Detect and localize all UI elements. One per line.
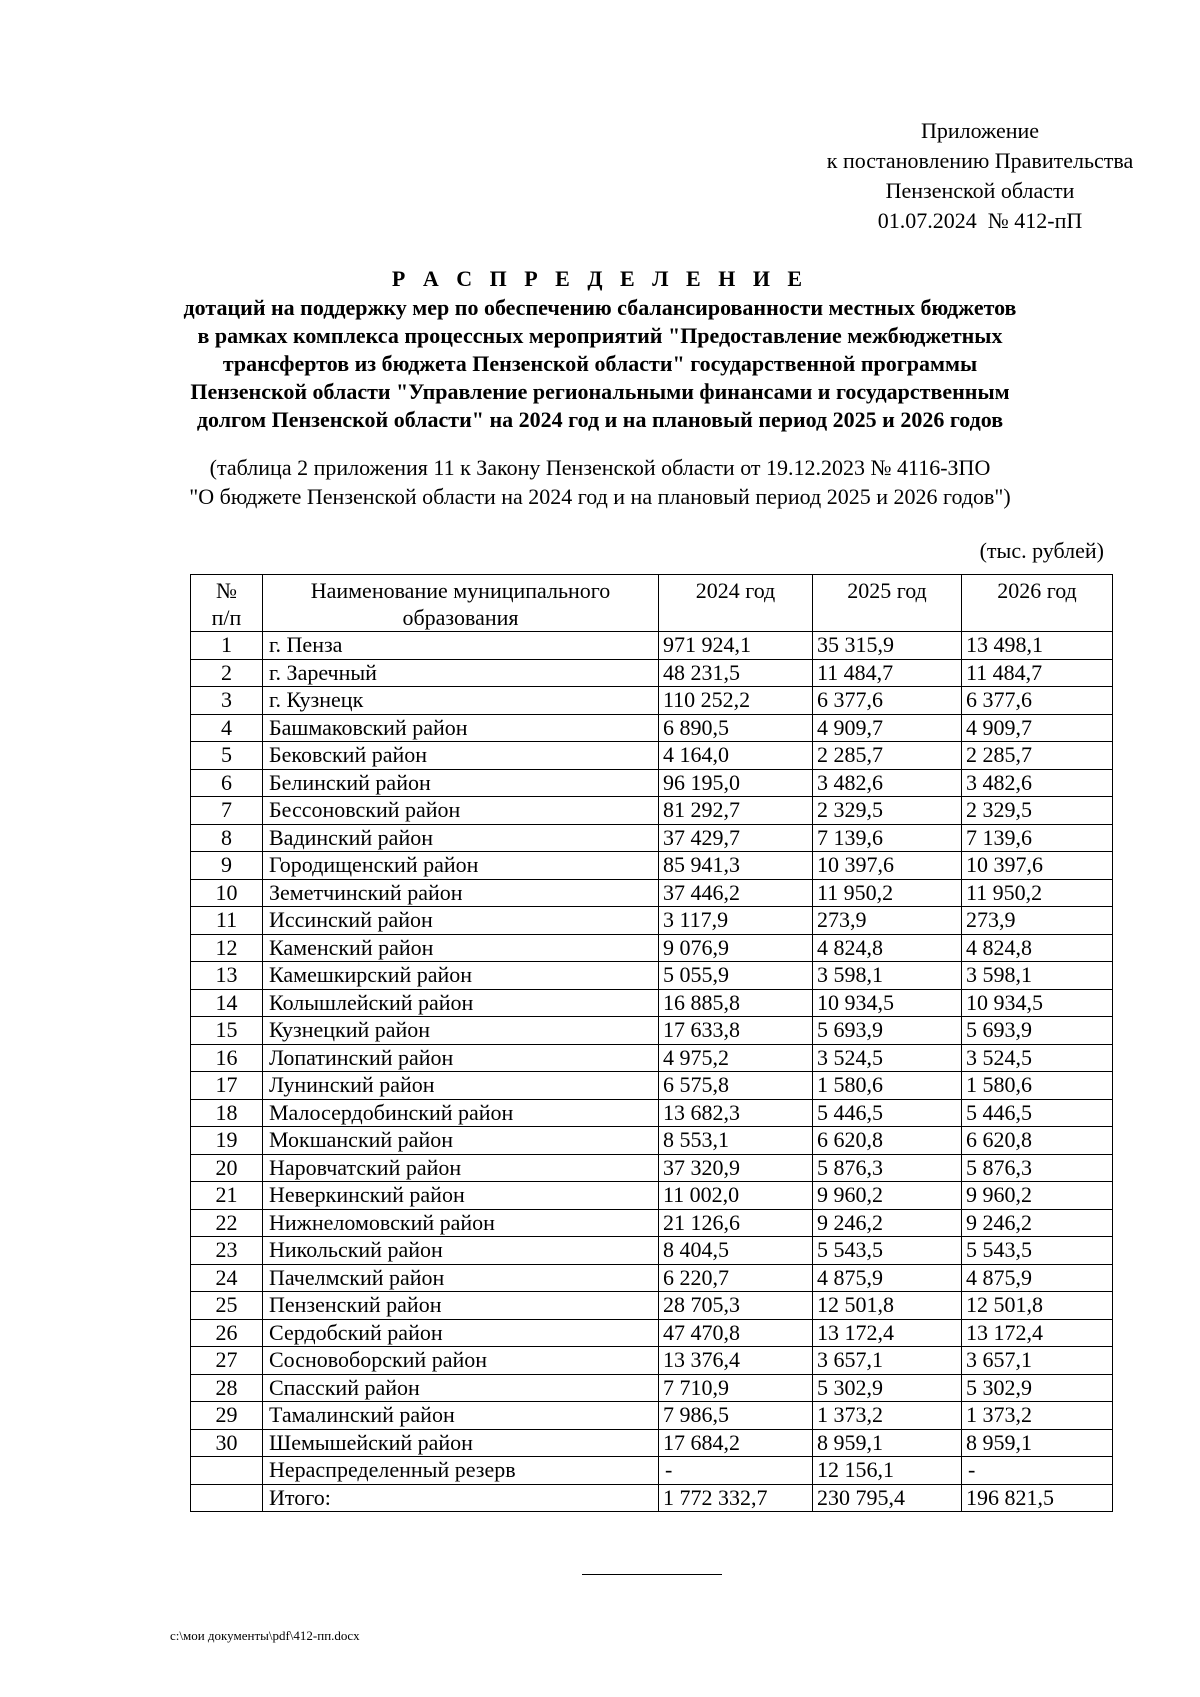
table-row [191,797,1113,825]
value-2025-cell: 3 657,1 [813,1347,962,1375]
value-2026-cell: 4 824,8 [962,934,1113,962]
table-row [191,1484,1113,1512]
row-number-cell [191,1457,263,1485]
municipality-cell: Спасский район [263,1374,659,1402]
value-2024-cell: 17 633,8 [659,1017,813,1045]
value-2025-cell: 12 501,8 [813,1292,962,1320]
value-2025-cell: 12 156,1 [813,1457,962,1485]
row-number-cell: 9 [191,852,263,880]
municipality-cell: Каменский район [263,934,659,962]
value-2025-cell: 4 824,8 [813,934,962,962]
value-2026-cell: 10 934,5 [962,989,1113,1017]
table-row [191,1127,1113,1155]
value-2026-cell: 8 959,1 [962,1429,1113,1457]
value-2026-cell: 273,9 [962,907,1113,935]
value-2025-cell: 8 959,1 [813,1429,962,1457]
value-2025-cell: 3 598,1 [813,962,962,990]
appendix-block [780,116,1180,236]
file-path-footer: c:\мои документы\pdf\412-пп.docx [170,1628,360,1643]
value-2024-cell: 7 710,9 [659,1374,813,1402]
value-2026-cell: 6 377,6 [962,687,1113,715]
value-2024-cell: 11 002,0 [659,1182,813,1210]
value-2026-cell: 5 446,5 [962,1099,1113,1127]
value-2026-cell: 11 484,7 [962,659,1113,687]
value-2026-cell: 13 498,1 [962,632,1113,660]
value-2024-cell: 6 890,5 [659,714,813,742]
heading-line: трансфертов из бюджета Пензенской области" государственной программы [222,351,978,376]
municipality-cell: Нижнеломовский район [263,1209,659,1237]
header-number: № п/п [191,575,263,632]
row-number-cell: 21 [191,1182,263,1210]
row-number-cell: 11 [191,907,263,935]
value-2024-cell: 28 705,3 [659,1292,813,1320]
row-number-cell: 19 [191,1127,263,1155]
table-row [191,989,1113,1017]
row-number-cell: 7 [191,797,263,825]
municipality-cell: Колышлейский район [263,989,659,1017]
municipality-cell: Неверкинский район [263,1182,659,1210]
municipality-cell: Нераспределенный резерв [263,1457,659,1485]
row-number-cell: 8 [191,824,263,852]
value-2025-cell: 7 139,6 [813,824,962,852]
table-header-row [191,575,1113,632]
value-2026-cell: 2 329,5 [962,797,1113,825]
table-row [191,1374,1113,1402]
row-number-cell: 17 [191,1072,263,1100]
value-2025-cell: 273,9 [813,907,962,935]
source-note-line-1: (таблица 2 приложения 11 к Закону Пензенской области от 19.12.2023 № 4116-ЗПО [209,455,991,480]
table-row [191,1457,1113,1485]
value-2026-cell: 3 657,1 [962,1347,1113,1375]
value-2026-cell: 5 302,9 [962,1374,1113,1402]
value-2024-cell: 48 231,5 [659,659,813,687]
table-row [191,659,1113,687]
source-note [150,453,1050,511]
value-2026-cell: 5 693,9 [962,1017,1113,1045]
heading-title: Р А С П Р Е Д Е Л Е Н И Е [391,266,809,291]
row-number-cell: 6 [191,769,263,797]
heading-line: долгом Пензенской области" на 2024 год и на плановый период 2025 и 2026 годов [196,407,1004,432]
row-number-cell: 22 [191,1209,263,1237]
value-2025-cell: 3 524,5 [813,1044,962,1072]
value-2024-cell: 4 975,2 [659,1044,813,1072]
value-2025-cell: 6 377,6 [813,687,962,715]
value-2024-cell: 8 553,1 [659,1127,813,1155]
row-number-cell: 23 [191,1237,263,1265]
table-row [191,1017,1113,1045]
municipality-cell: Пачелмский район [263,1264,659,1292]
units-label: (тыс. рублей) [979,538,1104,563]
table-row [191,742,1113,770]
table-row [191,879,1113,907]
value-2026-cell: 3 482,6 [962,769,1113,797]
municipality-cell: Иссинский район [263,907,659,935]
value-2026-cell: 6 620,8 [962,1127,1113,1155]
municipality-cell: Лопатинский район [263,1044,659,1072]
table-row [191,1264,1113,1292]
value-2024-cell: 85 941,3 [659,852,813,880]
municipality-cell: Городищенский район [263,852,659,880]
municipality-cell: г. Заречный [263,659,659,687]
municipality-cell: Шемышейский район [263,1429,659,1457]
value-2025-cell: 1 580,6 [813,1072,962,1100]
value-2025-cell: 1 373,2 [813,1402,962,1430]
municipality-cell: Кузнецкий район [263,1017,659,1045]
value-2024-cell: 971 924,1 [659,632,813,660]
row-number-cell: 10 [191,879,263,907]
municipality-cell: Никольский район [263,1237,659,1265]
end-separator-line [582,1574,722,1575]
value-2026-cell: 2 285,7 [962,742,1113,770]
table-row [191,632,1113,660]
row-number-cell [191,1484,263,1512]
value-2026-cell: 3 524,5 [962,1044,1113,1072]
heading-subtitle [150,294,1050,434]
municipality-cell: Бековский район [263,742,659,770]
table-row [191,824,1113,852]
row-number-cell: 2 [191,659,263,687]
municipality-cell: Башмаковский район [263,714,659,742]
value-2026-cell: 12 501,8 [962,1292,1113,1320]
table-row [191,1099,1113,1127]
row-number-cell: 24 [191,1264,263,1292]
row-number-cell: 1 [191,632,263,660]
value-2025-cell: 5 876,3 [813,1154,962,1182]
row-number-cell: 30 [191,1429,263,1457]
table-row [191,769,1113,797]
municipality-cell: Мокшанский район [263,1127,659,1155]
value-2026-cell: 11 950,2 [962,879,1113,907]
value-2026-cell: 13 172,4 [962,1319,1113,1347]
value-2024-cell: 81 292,7 [659,797,813,825]
value-2025-cell: 11 950,2 [813,879,962,907]
value-2024-cell: 4 164,0 [659,742,813,770]
distribution-table [190,574,1113,1512]
value-2025-cell: 11 484,7 [813,659,962,687]
table-row [191,934,1113,962]
municipality-cell: г. Кузнецк [263,687,659,715]
heading-line: дотаций на поддержку мер по обеспечению сбалансированности местных бюджетов [183,295,1017,320]
table-row [191,1347,1113,1375]
value-2026-cell: 4 875,9 [962,1264,1113,1292]
value-2025-cell: 10 397,6 [813,852,962,880]
source-note-line-2: "О бюджете Пензенской области на 2024 год и на плановый период 2025 и 2026 годов") [189,484,1011,509]
value-2024-cell: 13 376,4 [659,1347,813,1375]
value-2024-cell: 16 885,8 [659,989,813,1017]
value-2026-cell: 10 397,6 [962,852,1113,880]
municipality-cell: Лунинский район [263,1072,659,1100]
row-number-cell: 29 [191,1402,263,1430]
header-2025: 2025 год [813,575,962,632]
row-number-cell: 28 [191,1374,263,1402]
table-row [191,714,1113,742]
value-2026-cell: 9 246,2 [962,1209,1113,1237]
value-2024-cell: 37 429,7 [659,824,813,852]
table-row [191,1044,1113,1072]
value-2024-cell: 21 126,6 [659,1209,813,1237]
value-2024-cell: 9 076,9 [659,934,813,962]
value-2024-cell: 5 055,9 [659,962,813,990]
value-2025-cell: 10 934,5 [813,989,962,1017]
table-row [191,1072,1113,1100]
value-2025-cell: 2 329,5 [813,797,962,825]
municipality-cell: Сердобский район [263,1319,659,1347]
appendix-line-2: к постановлению Правительства [826,148,1134,173]
row-number-cell: 15 [191,1017,263,1045]
row-number-cell: 16 [191,1044,263,1072]
value-2026-cell: 1 373,2 [962,1402,1113,1430]
table-row [191,907,1113,935]
value-2024-cell: 17 684,2 [659,1429,813,1457]
municipality-cell: Земетчинский район [263,879,659,907]
header-2024: 2024 год [659,575,813,632]
table-row [191,687,1113,715]
row-number-cell: 18 [191,1099,263,1127]
table-row [191,1402,1113,1430]
value-2026-cell: 5 876,3 [962,1154,1113,1182]
value-2025-cell: 5 302,9 [813,1374,962,1402]
row-number-cell: 4 [191,714,263,742]
value-2026-cell: 9 960,2 [962,1182,1113,1210]
value-2025-cell: 2 285,7 [813,742,962,770]
municipality-cell: Камешкирский район [263,962,659,990]
table-row [191,1154,1113,1182]
value-2024-cell: 6 575,8 [659,1072,813,1100]
value-2024-cell: 110 252,2 [659,687,813,715]
value-2024-cell: 6 220,7 [659,1264,813,1292]
header-municipality: Наименование муниципального образования [263,575,659,632]
value-2025-cell: 9 246,2 [813,1209,962,1237]
value-2024-cell: 96 195,0 [659,769,813,797]
value-2024-cell: 37 320,9 [659,1154,813,1182]
value-2025-cell: 230 795,4 [813,1484,962,1512]
municipality-cell: Пензенский район [263,1292,659,1320]
row-number-cell: 5 [191,742,263,770]
value-2025-cell: 6 620,8 [813,1127,962,1155]
value-2026-cell: - [962,1457,1113,1485]
municipality-cell: Белинский район [263,769,659,797]
municipality-cell: Наровчатский район [263,1154,659,1182]
value-2024-cell: 37 446,2 [659,879,813,907]
row-number-cell: 25 [191,1292,263,1320]
value-2026-cell: 3 598,1 [962,962,1113,990]
heading-line: в рамках комплекса процессных мероприятий "Предоставление межбюджетных [197,323,1003,348]
value-2024-cell: 47 470,8 [659,1319,813,1347]
row-number-cell: 20 [191,1154,263,1182]
value-2025-cell: 35 315,9 [813,632,962,660]
row-number-cell: 14 [191,989,263,1017]
row-number-cell: 27 [191,1347,263,1375]
table-row [191,1429,1113,1457]
value-2024-cell: 1 772 332,7 [659,1484,813,1512]
value-2025-cell: 3 482,6 [813,769,962,797]
municipality-cell: Тамалинский район [263,1402,659,1430]
value-2025-cell: 4 909,7 [813,714,962,742]
value-2024-cell: 7 986,5 [659,1402,813,1430]
row-number-cell: 26 [191,1319,263,1347]
municipality-cell: Итого: [263,1484,659,1512]
table-row [191,1182,1113,1210]
table-row [191,1319,1113,1347]
table-row [191,962,1113,990]
row-number-cell: 12 [191,934,263,962]
value-2024-cell: 8 404,5 [659,1237,813,1265]
municipality-cell: Сосновоборский район [263,1347,659,1375]
heading-line: Пензенской области "Управление региональными финансами и государственным [190,379,1010,404]
appendix-line-1: Приложение [920,118,1040,143]
value-2026-cell: 196 821,5 [962,1484,1113,1512]
municipality-cell: г. Пенза [263,632,659,660]
value-2025-cell: 9 960,2 [813,1182,962,1210]
value-2024-cell: 13 682,3 [659,1099,813,1127]
value-2025-cell: 13 172,4 [813,1319,962,1347]
value-2025-cell: 4 875,9 [813,1264,962,1292]
value-2024-cell: 3 117,9 [659,907,813,935]
appendix-line-3: Пензенской области [885,178,1075,203]
value-2026-cell: 5 543,5 [962,1237,1113,1265]
row-number-cell: 13 [191,962,263,990]
document-heading [150,264,1050,434]
value-2026-cell: 1 580,6 [962,1072,1113,1100]
municipality-cell: Бессоновский район [263,797,659,825]
row-number-cell: 3 [191,687,263,715]
table-row [191,1209,1113,1237]
table-row [191,852,1113,880]
value-2024-cell: - [659,1457,813,1485]
municipality-cell: Малосердобинский район [263,1099,659,1127]
value-2026-cell: 7 139,6 [962,824,1113,852]
table-body [191,632,1113,1512]
value-2025-cell: 5 543,5 [813,1237,962,1265]
value-2026-cell: 4 909,7 [962,714,1113,742]
value-2025-cell: 5 446,5 [813,1099,962,1127]
appendix-date-number: 01.07.2024 № 412-пП [877,208,1083,233]
table-row [191,1237,1113,1265]
header-2026: 2026 год [962,575,1113,632]
table-row [191,1292,1113,1320]
municipality-cell: Вадинский район [263,824,659,852]
value-2025-cell: 5 693,9 [813,1017,962,1045]
